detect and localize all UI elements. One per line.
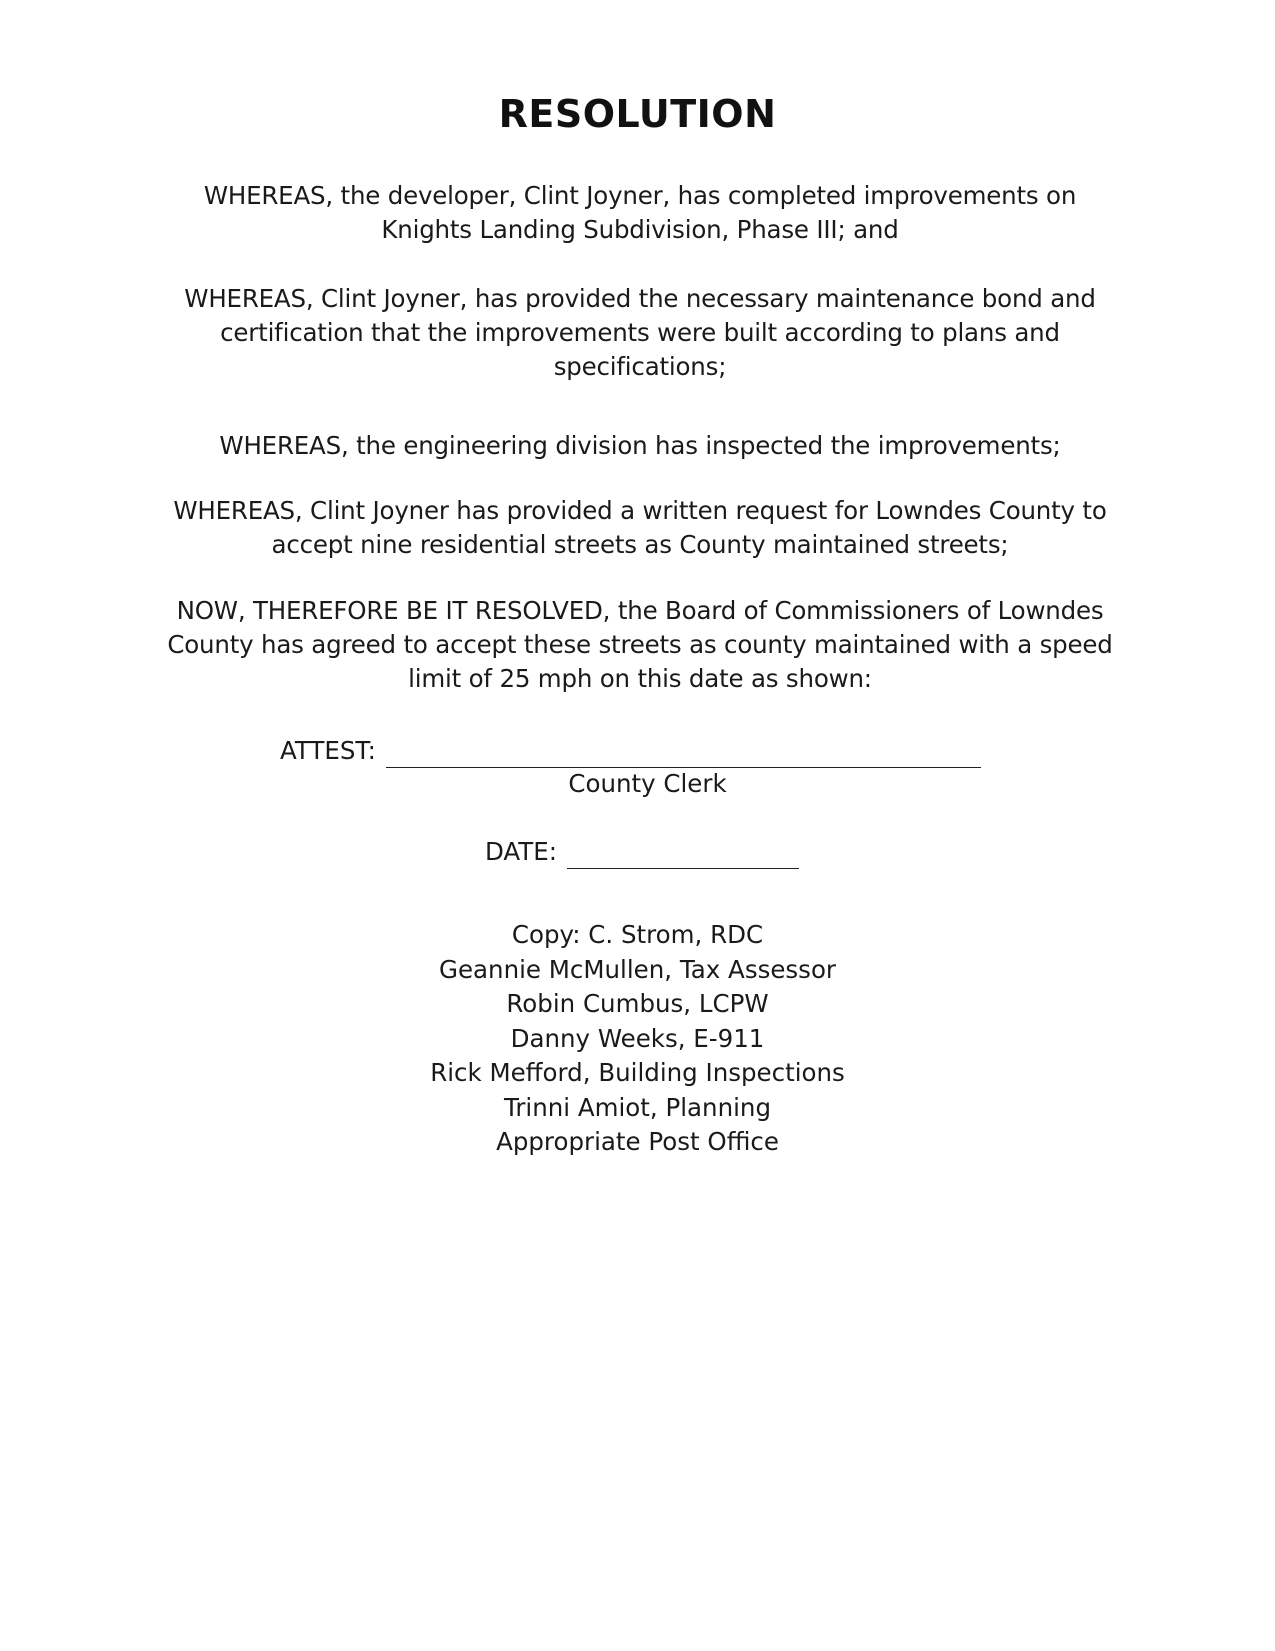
document-title: RESOLUTION	[498, 92, 777, 136]
resolved-paragraph	[145, 594, 1135, 696]
whereas-paragraph-3	[140, 429, 1140, 463]
whereas-paragraph-1	[175, 179, 1105, 247]
paragraph-line: limit of 25 mph on this date as shown:	[408, 664, 872, 693]
copy-item: Appropriate Post Office	[496, 1127, 779, 1156]
copy-item: Rick Mefford, Building Inspections	[430, 1058, 845, 1087]
whereas-paragraph-4	[145, 494, 1135, 562]
copy-item: Danny Weeks, E-911	[510, 1023, 765, 1053]
copy-distribution-list	[0, 918, 1275, 1160]
attest-row	[280, 734, 981, 768]
paragraph-line: County has agreed to accept these streets as county maintained with a speed	[167, 630, 1113, 659]
paragraph-line: certification that the improvements were built according to plans and	[220, 318, 1060, 347]
paragraph-line: WHEREAS, Clint Joyner, has provided the necessary maintenance bond and	[184, 284, 1096, 313]
copy-item: Copy: C. Strom, RDC	[511, 920, 764, 949]
paragraph-line: WHEREAS, the engineering division has inspected the improvements;	[219, 431, 1061, 460]
attest-label: ATTEST:	[280, 736, 376, 765]
county-clerk-caption: County Clerk	[568, 769, 727, 798]
date-label: DATE:	[485, 837, 557, 866]
paragraph-line: specifications;	[553, 352, 727, 381]
paragraph-line: WHEREAS, Clint Joyner has provided a written request for Lowndes County to	[173, 496, 1107, 525]
whereas-paragraph-2	[150, 282, 1130, 384]
copy-item: Robin Cumbus, LCPW	[506, 989, 769, 1018]
date-row	[485, 835, 799, 869]
paragraph-line: Knights Landing Subdivision, Phase III; and	[381, 215, 899, 244]
copy-item: Trinni Amiot, Planning	[503, 1092, 772, 1122]
date-signature-line	[567, 842, 799, 869]
paragraph-line: NOW, THEREFORE BE IT RESOLVED, the Board of Commissioners of Lowndes	[176, 596, 1104, 625]
paragraph-line: WHEREAS, the developer, Clint Joyner, has completed improvements on	[203, 181, 1077, 210]
copy-item: Geannie McMullen, Tax Assessor	[438, 954, 837, 984]
paragraph-line: accept nine residential streets as County maintained streets;	[271, 530, 1009, 559]
attest-signature-line	[386, 741, 981, 768]
